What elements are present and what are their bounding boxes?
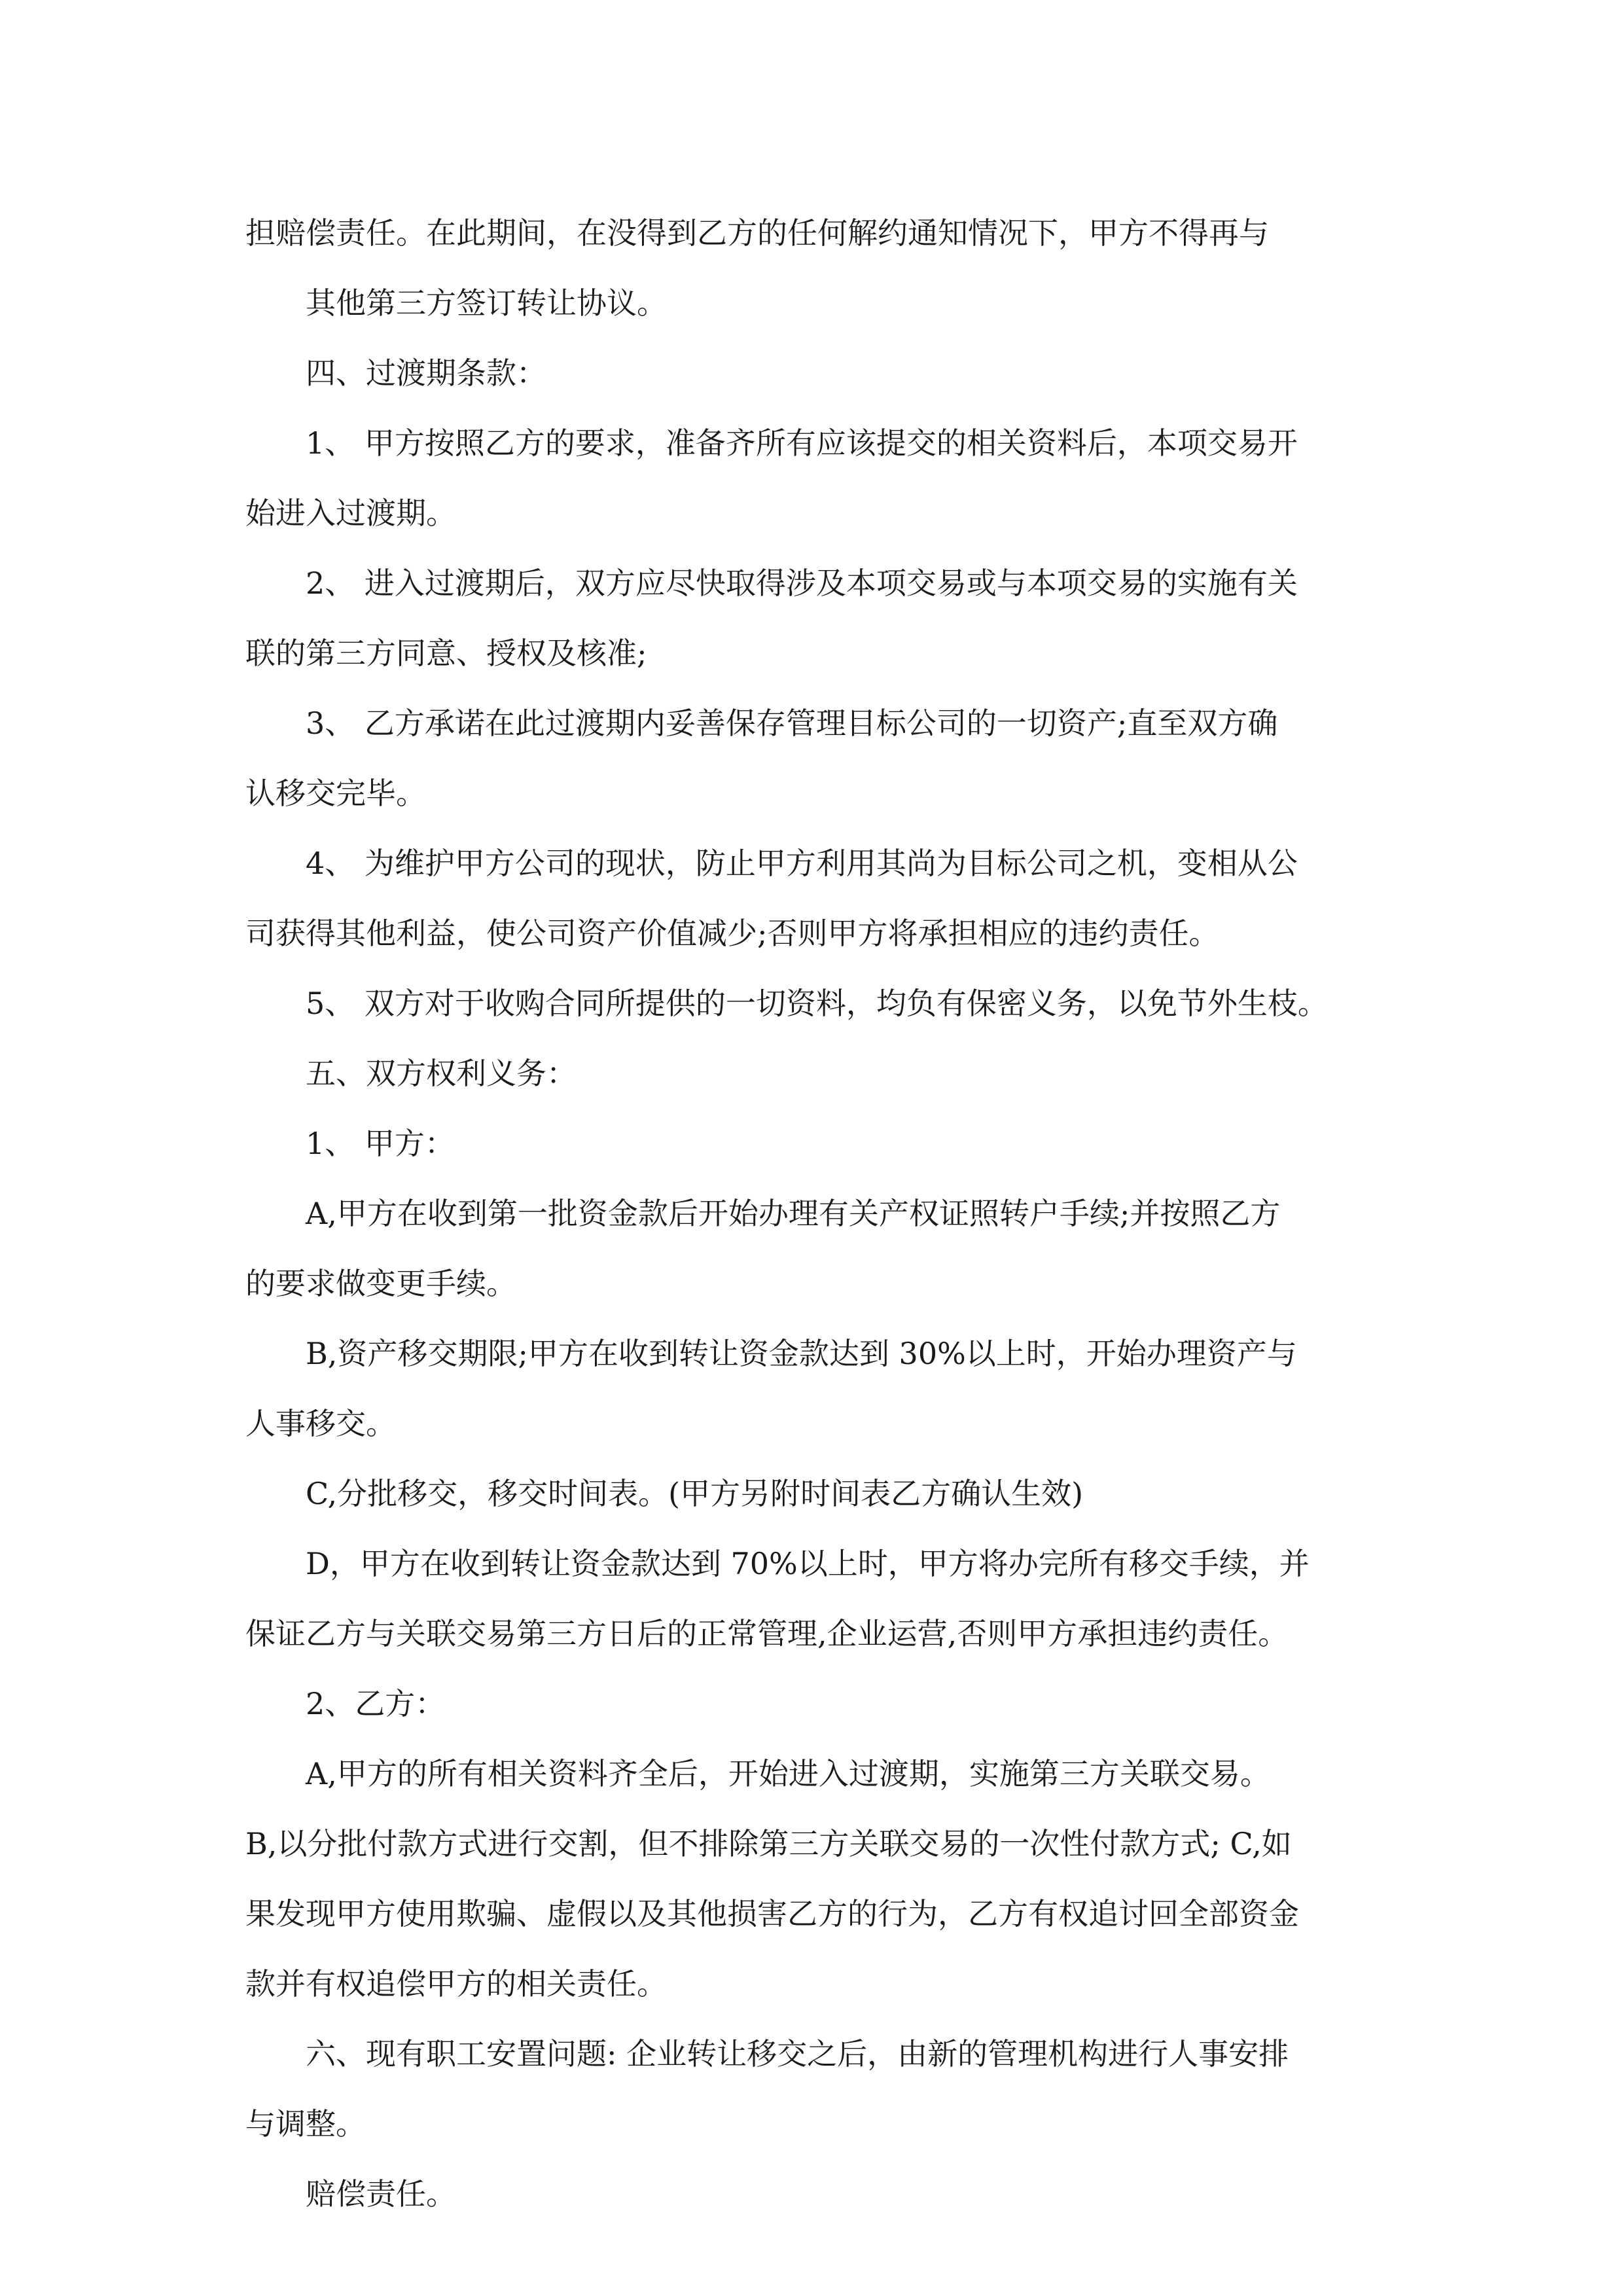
line-28: 与调整。 — [245, 2106, 366, 2142]
line-1: 担赔偿责任。在此期间，在没得到乙方的任何解约通知情况下，甲方不得再与 — [245, 215, 1269, 251]
line-2: 其他第三方签订转让协议。 — [306, 285, 667, 321]
line-21: 保证乙方与关联交易第三方日后的正常管理,企业运营,否则甲方承担违约责任。 — [245, 1616, 1289, 1651]
line-24: B,以分批付款方式进行交割，但不排除第三方关联交易的一次性付款方式; C,如 — [245, 1826, 1292, 1861]
line-26: 款并有权追偿甲方的相关责任。 — [245, 1966, 667, 2001]
document-body — [245, 198, 1384, 2229]
line-11: 司获得其他利益，使公司资产价值减少;否则甲方将承担相应的违约责任。 — [245, 916, 1219, 951]
line-19: C,分批移交，移交时间表。(甲方另附时间表乙方确认生效) — [306, 1476, 1084, 1511]
section-heading-4: 四、过渡期条款： — [306, 355, 546, 391]
line-29: 赔偿责任。 — [306, 2176, 456, 2212]
section-heading-6: 六、现有职工安置问题: 企业转让移交之后，由新的管理机构进行人事安排 — [306, 2036, 1289, 2072]
line-4: 1、 甲方按照乙方的要求，准备齐所有应该提交的相关资料后，本项交易开 — [306, 425, 1298, 461]
line-16: 的要求做变更手续。 — [245, 1266, 516, 1301]
line-25: 果发现甲方使用欺骗、虚假以及其他损害乙方的行为，乙方有权追讨回全部资金 — [245, 1896, 1299, 1931]
line-6: 2、 进入过渡期后，双方应尽快取得涉及本项交易或与本项交易的实施有关 — [306, 565, 1298, 601]
line-22: 2、乙方： — [306, 1686, 446, 1721]
line-18: 人事移交。 — [245, 1406, 396, 1441]
line-9: 认移交完毕。 — [245, 776, 426, 811]
line-5: 始进入过渡期。 — [245, 495, 456, 531]
line-15: A,甲方在收到第一批资金款后开始办理有关产权证照转户手续;并按照乙方 — [306, 1196, 1281, 1231]
line-10: 4、 为维护甲方公司的现状，防止甲方利用其尚为目标公司之机，变相从公 — [306, 846, 1298, 881]
line-8: 3、 乙方承诺在此过渡期内妥善保存管理目标公司的一切资产;直至双方确 — [306, 706, 1278, 741]
line-12: 5、 双方对于收购合同所提供的一切资料，均负有保密义务，以免节外生枝。 — [306, 986, 1328, 1021]
section-heading-5: 五、双方权利义务： — [306, 1056, 577, 1091]
line-17: B,资产移交期限;甲方在收到转让资金款达到 30%以上时，开始办理资产与 — [306, 1336, 1297, 1371]
line-20: D，甲方在收到转让资金款达到 70%以上时，甲方将办完所有移交手续，并 — [306, 1546, 1310, 1581]
line-14: 1、 甲方： — [306, 1126, 455, 1161]
line-7: 联的第三方同意、授权及核准; — [245, 636, 647, 671]
line-23: A,甲方的所有相关资料齐全后，开始进入过渡期，实施第三方关联交易。 — [306, 1756, 1270, 1791]
